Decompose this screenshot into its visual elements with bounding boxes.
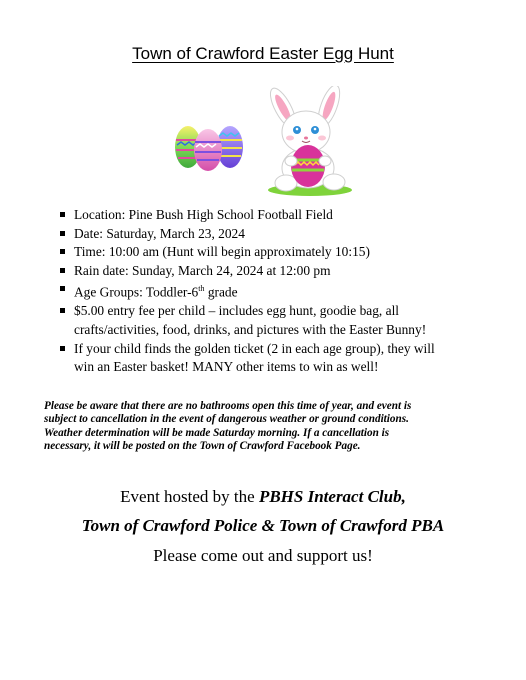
- detail-entry-fee-line2: crafts/activities, food, drinks, and pictures with the Easter Bunny!: [74, 322, 427, 338]
- detail-date: [60, 225, 480, 244]
- detail-time: [60, 243, 480, 262]
- detail-golden-ticket-line1: If your child finds the golden ticket (2 in each age group), they will: [74, 340, 435, 356]
- detail-location: [60, 206, 480, 225]
- page-title: [0, 44, 526, 64]
- detail-golden-ticket-line2: win an Easter basket! MANY other items to win as well!: [74, 359, 379, 375]
- hosted-club: PBHS Interact Club,: [258, 487, 406, 506]
- detail-age-groups-prefix: Age Groups: Toddler-6: [74, 284, 199, 300]
- detail-age-groups-ordinal: th: [198, 284, 205, 294]
- hosted-line-2: [0, 513, 526, 539]
- hosted-partners: Town of Crawford Police & Town of Crawford PBA: [81, 516, 445, 535]
- detail-rain-date: [60, 262, 480, 281]
- support-message: Please come out and support us!: [153, 546, 373, 565]
- notice-line-2: subject to cancellation in the event of dangerous weather or ground conditions.: [44, 413, 409, 426]
- easter-bunny-icon: [170, 86, 360, 198]
- detail-golden-ticket: [60, 340, 480, 377]
- notice-line-4: necessary, it will be posted on the Town of Crawford Facebook Page.: [44, 440, 361, 453]
- detail-rain-date-text: Rain date: Sunday, March 24, 2024 at 12:00 pm: [74, 262, 331, 278]
- detail-location-text: Location: Pine Bush High School Football Field: [74, 207, 333, 222]
- detail-age-groups: [60, 280, 480, 302]
- title-text: Town of Crawford Easter Egg Hunt: [132, 44, 394, 63]
- hosted-line-1: [0, 484, 526, 510]
- event-details-list: [60, 206, 480, 377]
- hosted-by-section: [0, 484, 526, 569]
- notice-line-3: Weather determination will be made Saturday morning. If a cancellation is: [44, 426, 390, 439]
- notice-line-1: Please be aware that there are no bathrooms open this time of year, and event is: [44, 400, 412, 412]
- cancellation-notice: [44, 400, 484, 454]
- detail-date-text: Date: Saturday, March 23, 2024: [74, 225, 245, 241]
- detail-entry-fee: [60, 302, 480, 339]
- detail-age-groups-suffix: grade: [204, 284, 238, 300]
- hosted-prefix: Event hosted by the: [120, 487, 259, 506]
- detail-time-text: Time: 10:00 am (Hunt will begin approximately 10:15): [74, 244, 370, 260]
- detail-entry-fee-line1: $5.00 entry fee per child – includes egg hunt, goodie bag, all: [74, 303, 400, 319]
